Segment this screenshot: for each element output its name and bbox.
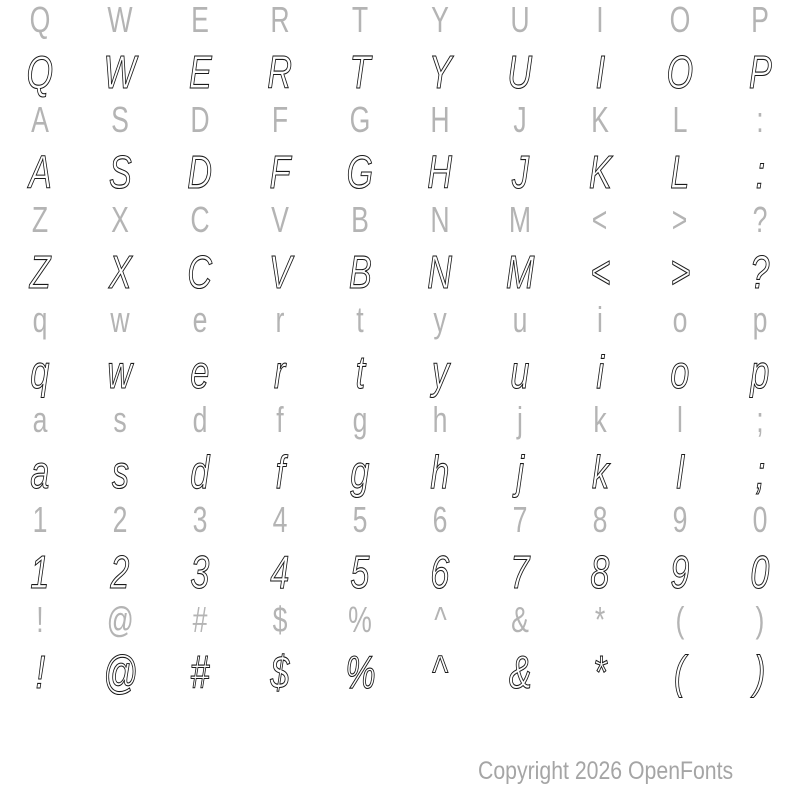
reference-glyph-cell: [0, 100, 80, 150]
reference-glyph: j: [517, 399, 523, 440]
reference-glyph: g: [352, 399, 368, 440]
preview-glyph-cell: [560, 646, 640, 700]
reference-glyph-cell: [240, 400, 320, 450]
preview-glyph-cell: [160, 446, 240, 500]
reference-glyph-cell: [640, 400, 720, 450]
preview-glyph-cell: [0, 146, 80, 200]
preview-glyph-cell: [320, 646, 400, 700]
preview-glyph-cell: [720, 646, 800, 700]
preview-glyph: H: [427, 146, 453, 198]
reference-glyph-cell: [320, 600, 400, 650]
reference-glyph-cell: [320, 0, 400, 50]
reference-glyph-cell: [320, 100, 400, 150]
preview-glyph: M: [505, 246, 535, 298]
preview-glyph: !: [35, 646, 45, 698]
preview-glyph: 6: [430, 546, 450, 598]
reference-glyph-cell: [480, 0, 560, 50]
reference-glyph: 5: [352, 499, 368, 540]
preview-glyph: X: [108, 246, 132, 298]
preview-glyph: u: [510, 346, 530, 398]
preview-glyph: 7: [510, 546, 530, 598]
preview-glyph-cell: [480, 346, 560, 400]
preview-glyph: i: [596, 346, 604, 398]
reference-glyph-cell: [480, 400, 560, 450]
reference-glyph: s: [113, 399, 127, 440]
reference-glyph-cell: [720, 500, 800, 550]
preview-glyph: I: [595, 46, 605, 98]
reference-glyph: I: [596, 0, 604, 40]
reference-glyph: W: [107, 0, 133, 40]
reference-glyph-cell: [80, 600, 160, 650]
reference-glyph-cell: [160, 100, 240, 150]
reference-glyph: (: [675, 599, 685, 640]
preview-glyph-cell: [560, 546, 640, 600]
preview-glyph: d: [190, 446, 210, 498]
reference-glyph-cell: [640, 200, 720, 250]
reference-glyph: i: [597, 299, 603, 340]
reference-glyph: H: [430, 99, 450, 140]
reference-glyph: U: [510, 0, 530, 40]
preview-glyph: t: [355, 346, 365, 398]
preview-glyph-cell: [160, 146, 240, 200]
preview-glyph-cell: [560, 446, 640, 500]
preview-glyph: r: [274, 346, 286, 398]
preview-glyph-cell: [0, 46, 80, 100]
preview-glyph: >: [670, 246, 690, 298]
preview-glyph: :: [755, 146, 765, 198]
reference-glyph: P: [751, 0, 769, 40]
preview-glyph: N: [427, 246, 453, 298]
reference-glyph: 6: [432, 499, 448, 540]
preview-glyph-cell: [0, 246, 80, 300]
reference-glyph: Y: [431, 0, 449, 40]
reference-glyph-cell: [400, 0, 480, 50]
copyright-text: Copyright 2026 OpenFonts: [478, 757, 734, 785]
reference-glyph-cell: [480, 100, 560, 150]
reference-glyph-cell: [400, 300, 480, 350]
reference-glyph: 0: [752, 499, 768, 540]
preview-glyph: ^: [432, 646, 448, 698]
reference-glyph: 1: [32, 499, 48, 540]
preview-glyph-cell: [0, 546, 80, 600]
reference-glyph-cell: [720, 200, 800, 250]
reference-glyph-cell: [640, 500, 720, 550]
preview-glyph: $: [270, 646, 290, 698]
preview-glyph: T: [349, 46, 371, 98]
reference-glyph: :: [756, 99, 764, 140]
preview-glyph-cell: [240, 46, 320, 100]
reference-glyph: ): [755, 599, 765, 640]
preview-glyph-cell: [720, 346, 800, 400]
preview-glyph: K: [588, 146, 612, 198]
preview-glyph-cell: [160, 546, 240, 600]
reference-glyph-cell: [160, 200, 240, 250]
preview-glyph-cell: [80, 146, 160, 200]
reference-glyph: G: [349, 99, 371, 140]
reference-glyph: ?: [752, 199, 768, 240]
preview-glyph: y: [431, 346, 449, 398]
reference-glyph-cell: [720, 300, 800, 350]
preview-glyph-cell: [320, 46, 400, 100]
reference-glyph-cell: [0, 400, 80, 450]
reference-glyph: h: [432, 399, 448, 440]
reference-glyph: K: [591, 99, 609, 140]
preview-glyph-cell: [160, 46, 240, 100]
preview-glyph-cell: [480, 246, 560, 300]
preview-glyph-cell: [0, 646, 80, 700]
reference-glyph: ^: [433, 599, 447, 640]
preview-glyph: V: [268, 246, 292, 298]
preview-glyph: A: [28, 146, 52, 198]
reference-glyph-cell: [560, 600, 640, 650]
reference-glyph-cell: [560, 300, 640, 350]
preview-glyph-cell: [400, 346, 480, 400]
preview-glyph: f: [275, 446, 285, 498]
reference-glyph: %: [348, 599, 372, 640]
preview-glyph-cell: [80, 446, 160, 500]
reference-glyph: Q: [29, 0, 51, 40]
preview-glyph-cell: [80, 546, 160, 600]
reference-glyph-cell: [320, 300, 400, 350]
preview-glyph: U: [507, 46, 533, 98]
preview-glyph-cell: [480, 146, 560, 200]
preview-glyph: S: [108, 146, 132, 198]
preview-glyph: 1: [30, 546, 50, 598]
reference-glyph: A: [31, 99, 49, 140]
reference-glyph: 7: [512, 499, 528, 540]
reference-glyph: 4: [272, 499, 288, 540]
reference-glyph-cell: [720, 400, 800, 450]
preview-glyph: L: [670, 146, 690, 198]
preview-glyph-cell: [240, 246, 320, 300]
reference-glyph: @: [106, 599, 134, 640]
preview-glyph: R: [267, 46, 293, 98]
reference-glyph-cell: [640, 0, 720, 50]
preview-glyph: 0: [750, 546, 770, 598]
reference-glyph-cell: [480, 500, 560, 550]
reference-glyph: o: [672, 299, 688, 340]
preview-glyph: B: [348, 246, 372, 298]
reference-glyph-cell: [640, 100, 720, 150]
preview-glyph-cell: [720, 246, 800, 300]
preview-glyph: k: [591, 446, 609, 498]
reference-glyph: $: [272, 599, 288, 640]
preview-glyph: Q: [26, 46, 54, 98]
reference-glyph: &: [511, 599, 529, 640]
reference-glyph: !: [36, 599, 44, 640]
preview-glyph: G: [346, 146, 374, 198]
reference-glyph-cell: [240, 300, 320, 350]
preview-glyph-cell: [320, 446, 400, 500]
reference-glyph-cell: [560, 0, 640, 50]
preview-glyph: %: [344, 646, 376, 698]
reference-glyph-cell: [480, 600, 560, 650]
preview-glyph: p: [750, 346, 770, 398]
preview-glyph-cell: [720, 146, 800, 200]
preview-glyph-cell: [400, 46, 480, 100]
preview-glyph: h: [430, 446, 450, 498]
reference-glyph-cell: [480, 300, 560, 350]
reference-glyph-cell: [240, 200, 320, 250]
preview-glyph-cell: [480, 546, 560, 600]
reference-glyph: Z: [31, 199, 49, 240]
preview-glyph-cell: [640, 46, 720, 100]
reference-glyph: e: [192, 299, 208, 340]
preview-glyph: ?: [750, 246, 770, 298]
preview-glyph-cell: [640, 546, 720, 600]
preview-glyph-cell: [640, 146, 720, 200]
preview-glyph-cell: [640, 346, 720, 400]
preview-glyph: 4: [270, 546, 290, 598]
preview-glyph-cell: [240, 146, 320, 200]
reference-glyph-cell: [720, 600, 800, 650]
preview-glyph: q: [30, 346, 50, 398]
preview-glyph-cell: [320, 546, 400, 600]
reference-glyph: p: [752, 299, 768, 340]
reference-glyph-cell: [80, 300, 160, 350]
preview-glyph-cell: [400, 146, 480, 200]
reference-glyph-cell: [640, 300, 720, 350]
preview-glyph: @: [102, 646, 138, 698]
preview-glyph: ): [754, 646, 766, 698]
reference-glyph-cell: [720, 0, 800, 50]
preview-glyph-cell: [80, 346, 160, 400]
reference-glyph-cell: [320, 400, 400, 450]
reference-glyph: O: [669, 0, 691, 40]
reference-glyph: ;: [756, 399, 764, 440]
reference-glyph: V: [271, 199, 289, 240]
reference-glyph-cell: [0, 0, 80, 50]
preview-glyph-cell: [320, 246, 400, 300]
preview-glyph-cell: [160, 646, 240, 700]
preview-glyph-cell: [0, 446, 80, 500]
preview-glyph-cell: [560, 346, 640, 400]
preview-glyph-cell: [560, 246, 640, 300]
preview-glyph: s: [111, 446, 129, 498]
reference-glyph: 8: [592, 499, 608, 540]
reference-glyph: t: [356, 299, 364, 340]
reference-glyph: M: [508, 199, 532, 240]
reference-glyph-cell: [240, 100, 320, 150]
reference-glyph: F: [271, 99, 289, 140]
reference-glyph: T: [351, 0, 369, 40]
reference-glyph-cell: [400, 100, 480, 150]
reference-glyph: q: [32, 299, 48, 340]
preview-glyph: g: [350, 446, 370, 498]
reference-glyph: r: [275, 299, 285, 340]
reference-glyph-cell: [80, 100, 160, 150]
preview-glyph: 9: [670, 546, 690, 598]
preview-glyph-cell: [400, 446, 480, 500]
reference-glyph-cell: [320, 200, 400, 250]
preview-glyph-cell: [640, 646, 720, 700]
reference-glyph: N: [430, 199, 450, 240]
reference-glyph: D: [190, 99, 210, 140]
reference-glyph-cell: [480, 200, 560, 250]
preview-glyph-cell: [480, 646, 560, 700]
reference-glyph-cell: [0, 600, 80, 650]
preview-glyph-cell: [560, 146, 640, 200]
preview-glyph-cell: [160, 346, 240, 400]
reference-glyph: d: [192, 399, 208, 440]
preview-glyph: a: [30, 446, 50, 498]
reference-glyph-cell: [160, 500, 240, 550]
reference-glyph: >: [672, 199, 688, 240]
preview-glyph: P: [748, 46, 772, 98]
preview-glyph: (: [674, 646, 686, 698]
reference-glyph: *: [594, 599, 606, 640]
preview-glyph: &: [508, 646, 532, 698]
reference-glyph-cell: [240, 0, 320, 50]
reference-glyph-cell: [560, 400, 640, 450]
preview-glyph: 3: [190, 546, 210, 598]
preview-glyph: o: [670, 346, 690, 398]
preview-glyph-cell: [720, 546, 800, 600]
reference-glyph-cell: [80, 400, 160, 450]
preview-glyph: #: [190, 646, 210, 698]
reference-glyph: 3: [192, 499, 208, 540]
preview-glyph-cell: [720, 446, 800, 500]
preview-glyph-cell: [480, 446, 560, 500]
reference-glyph-cell: [0, 200, 80, 250]
preview-glyph: O: [666, 46, 694, 98]
reference-glyph-cell: [80, 200, 160, 250]
preview-glyph-cell: [560, 46, 640, 100]
reference-glyph: S: [111, 99, 129, 140]
preview-glyph-cell: [320, 346, 400, 400]
reference-glyph: 9: [672, 499, 688, 540]
reference-glyph-cell: [80, 500, 160, 550]
reference-glyph: E: [191, 0, 209, 40]
preview-glyph-cell: [640, 446, 720, 500]
reference-glyph-cell: [400, 600, 480, 650]
preview-glyph-cell: [400, 546, 480, 600]
reference-glyph: a: [32, 399, 48, 440]
preview-glyph-cell: [320, 146, 400, 200]
reference-glyph-cell: [640, 600, 720, 650]
preview-glyph: <: [590, 246, 610, 298]
reference-glyph-cell: [400, 400, 480, 450]
reference-glyph-cell: [80, 0, 160, 50]
preview-glyph: j: [516, 446, 524, 498]
reference-glyph: u: [512, 299, 528, 340]
reference-glyph-cell: [560, 100, 640, 150]
preview-glyph: C: [187, 246, 213, 298]
preview-glyph: Z: [29, 246, 51, 298]
preview-glyph-cell: [80, 246, 160, 300]
reference-glyph: B: [351, 199, 369, 240]
preview-glyph: 8: [590, 546, 610, 598]
reference-glyph: 2: [112, 499, 128, 540]
reference-glyph: f: [276, 399, 284, 440]
reference-glyph-cell: [160, 300, 240, 350]
preview-glyph: 2: [110, 546, 130, 598]
reference-glyph-cell: [160, 0, 240, 50]
preview-glyph: W: [103, 46, 137, 98]
preview-glyph-cell: [240, 346, 320, 400]
preview-glyph: *: [593, 646, 607, 698]
reference-glyph: L: [672, 99, 688, 140]
reference-glyph: y: [433, 299, 447, 340]
preview-glyph: E: [188, 46, 212, 98]
reference-glyph: C: [190, 199, 210, 240]
preview-glyph-cell: [0, 346, 80, 400]
preview-glyph: ;: [755, 446, 765, 498]
preview-glyph: e: [190, 346, 210, 398]
reference-glyph-cell: [160, 400, 240, 450]
reference-glyph-cell: [0, 500, 80, 550]
preview-glyph: D: [187, 146, 213, 198]
preview-glyph: Y: [428, 46, 452, 98]
preview-glyph: 5: [350, 546, 370, 598]
preview-glyph-cell: [80, 646, 160, 700]
reference-glyph: l: [677, 399, 683, 440]
preview-glyph-cell: [480, 46, 560, 100]
reference-glyph: w: [110, 299, 130, 340]
preview-glyph: F: [269, 146, 291, 198]
reference-glyph-cell: [560, 200, 640, 250]
preview-glyph-cell: [160, 246, 240, 300]
reference-glyph: R: [270, 0, 290, 40]
reference-glyph: <: [592, 199, 608, 240]
preview-glyph: l: [676, 446, 684, 498]
preview-glyph-cell: [640, 246, 720, 300]
reference-glyph-cell: [240, 500, 320, 550]
preview-glyph-cell: [240, 546, 320, 600]
reference-glyph-cell: [240, 600, 320, 650]
reference-glyph: J: [513, 99, 527, 140]
reference-glyph-cell: [560, 500, 640, 550]
preview-glyph-cell: [720, 46, 800, 100]
reference-glyph-cell: [400, 500, 480, 550]
reference-glyph: X: [111, 199, 129, 240]
preview-glyph-cell: [240, 646, 320, 700]
preview-glyph-cell: [80, 46, 160, 100]
reference-glyph: #: [192, 599, 208, 640]
preview-glyph-cell: [240, 446, 320, 500]
reference-glyph-cell: [0, 300, 80, 350]
reference-glyph-cell: [320, 500, 400, 550]
preview-glyph-cell: [400, 246, 480, 300]
reference-glyph-cell: [720, 100, 800, 150]
reference-glyph: k: [593, 399, 607, 440]
preview-glyph: J: [511, 146, 529, 198]
reference-glyph-cell: [160, 600, 240, 650]
preview-glyph-cell: [400, 646, 480, 700]
reference-glyph-cell: [400, 200, 480, 250]
preview-glyph: w: [107, 346, 133, 398]
